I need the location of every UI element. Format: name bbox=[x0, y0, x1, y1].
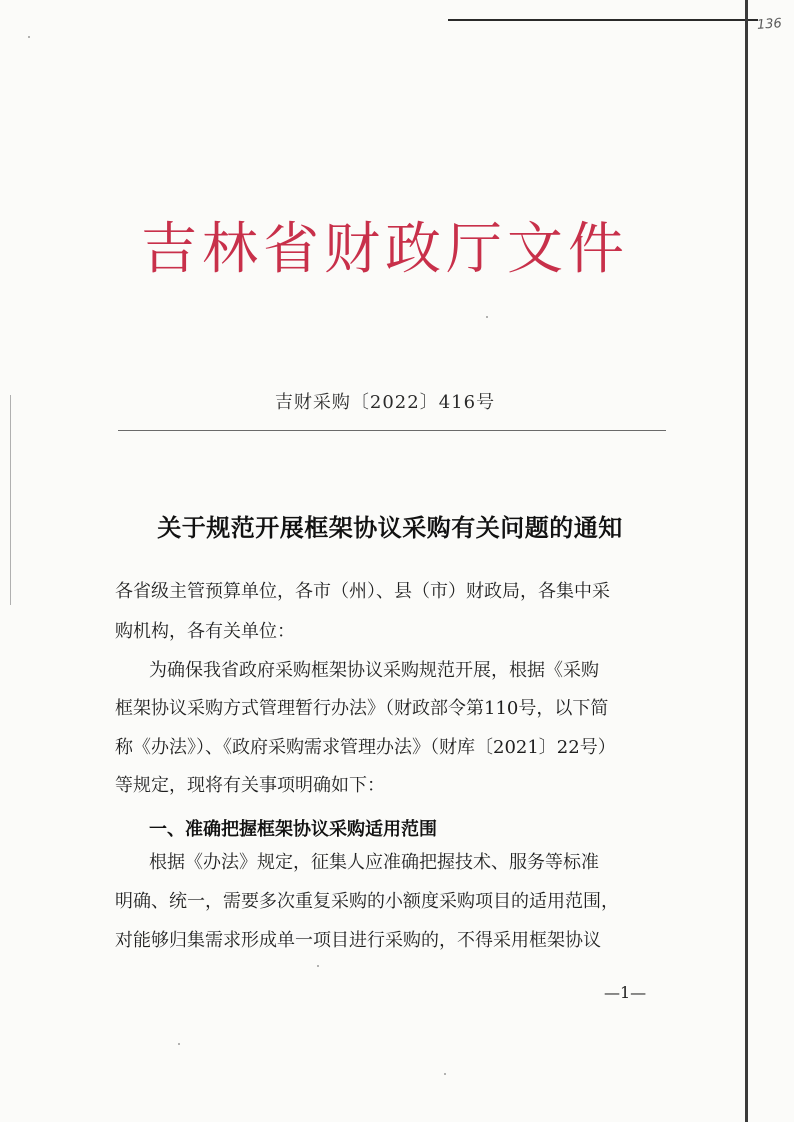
document-title: 关于规范开展框架协议采购有关问题的通知 bbox=[157, 513, 623, 542]
scan-edge-right bbox=[745, 0, 748, 1122]
body-line: 等规定，现将有关事项明确如下： bbox=[115, 775, 385, 796]
masthead-divider bbox=[118, 430, 666, 431]
section-heading: 一、准确把握框架协议采购适用范围 bbox=[149, 819, 437, 840]
scan-edge-top bbox=[448, 19, 758, 21]
body-line: 各省级主管预算单位，各市（州）、县（市）财政局，各集中采 bbox=[115, 581, 610, 602]
document-number: 吉财采购〔2022〕416号 bbox=[274, 392, 496, 413]
scan-speck bbox=[444, 1073, 446, 1075]
scan-speck bbox=[28, 36, 30, 38]
page-number: —1— bbox=[604, 983, 647, 1002]
document-masthead: 吉林省财政厅文件 bbox=[141, 217, 629, 282]
body-line: 根据《办法》规定，征集人应准确把握技术、服务等标准 bbox=[149, 852, 599, 873]
scan-speck bbox=[486, 316, 488, 318]
body-line: 称《办法》）、《政府采购需求管理办法》（财库〔2021〕22号） bbox=[115, 737, 616, 758]
body-line: 对能够归集需求形成单一项目进行采购的，不得采用框架协议 bbox=[115, 930, 601, 951]
body-line: 明确、统一，需要多次重复采购的小额度采购项目的适用范围， bbox=[115, 891, 619, 912]
body-line: 框架协议采购方式管理暂行办法》（财政部令第110号，以下简 bbox=[115, 698, 609, 719]
scan-speck bbox=[178, 1043, 180, 1045]
scan-edge-left bbox=[10, 395, 11, 605]
body-line: 购机构，各有关单位： bbox=[115, 621, 295, 642]
body-line: 为确保我省政府采购框架协议采购规范开展，根据《采购 bbox=[149, 660, 599, 681]
scan-speck bbox=[317, 965, 319, 967]
handwritten-page-note: 136 bbox=[756, 16, 783, 33]
